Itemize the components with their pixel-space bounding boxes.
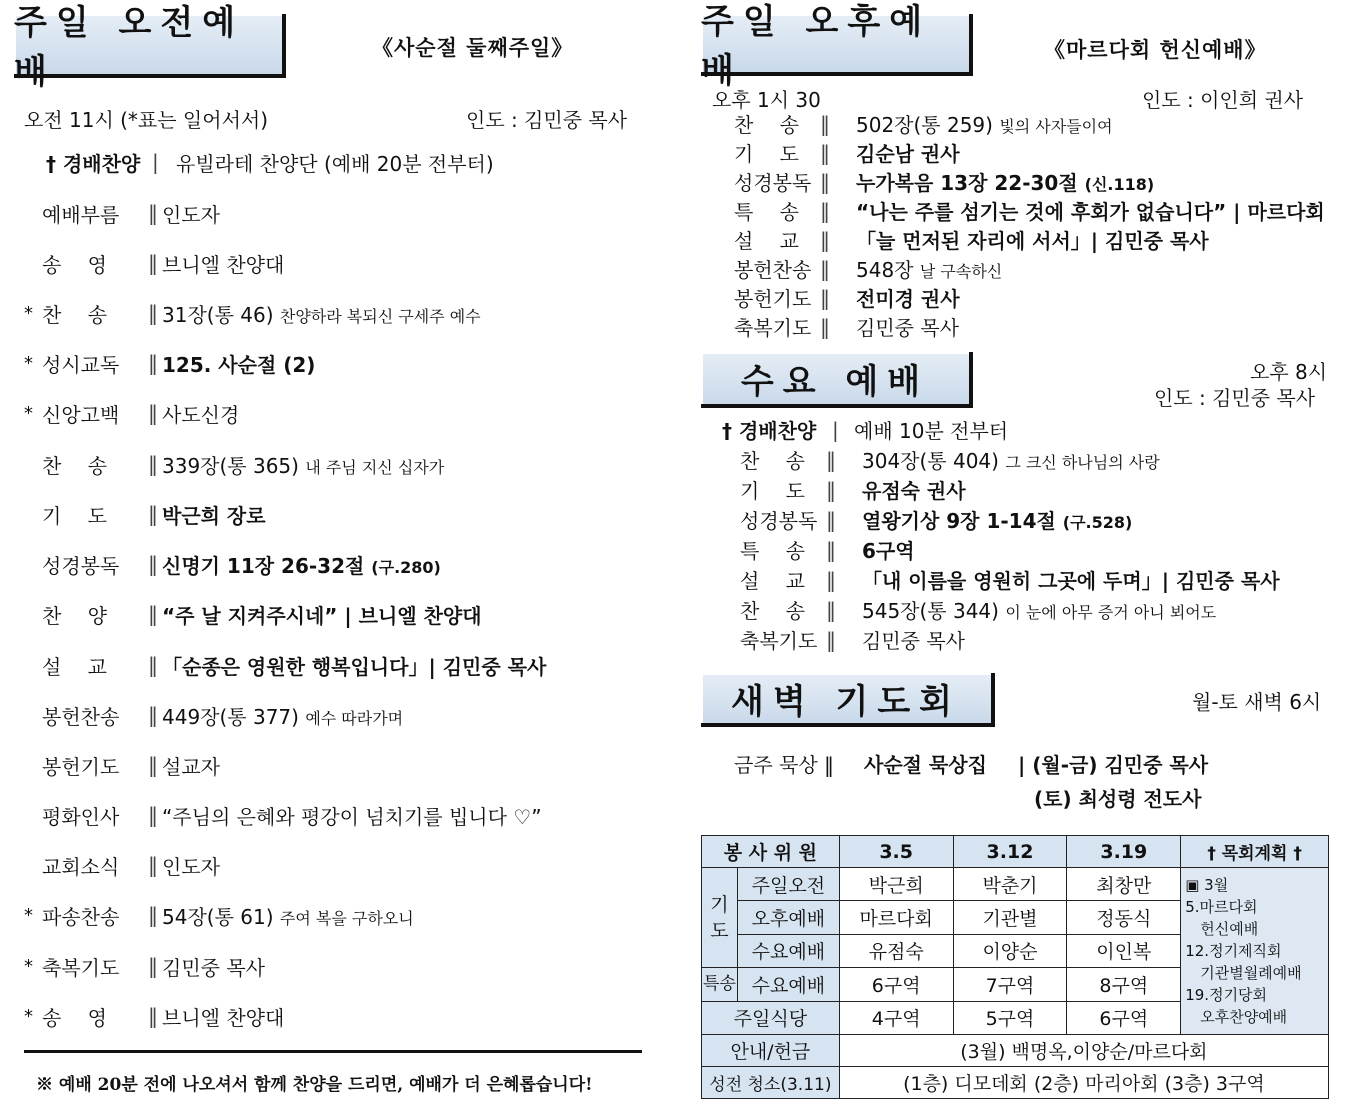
wednesday-service-header: 수요 예배 — [701, 352, 973, 408]
order-label: 송 영 — [42, 252, 107, 277]
table-header-volunteers: 봉 사 위 원 — [702, 836, 840, 868]
order-value — [856, 254, 1002, 283]
plan-line: 19.정기당회 — [1185, 986, 1268, 1004]
order-separator: ‖ — [826, 507, 836, 532]
order-separator: ‖ — [148, 301, 158, 325]
order-main: 31장(통 46) — [162, 302, 274, 327]
order-main: 김민중 목사 — [856, 316, 959, 340]
table-row-label: 주일식당 — [702, 1001, 840, 1034]
dawn-meditation-label: 금주 묵상 ‖ — [734, 753, 834, 777]
order-separator: ‖ — [820, 140, 830, 165]
afternoon-time: 오후 1시 30 — [712, 88, 821, 112]
order-row — [0, 225, 1352, 254]
order-main: 304장(통 404) — [862, 449, 999, 473]
order-value — [162, 701, 403, 730]
order-label: 찬 송 — [734, 113, 799, 137]
footer-note: ※ 예배 20분 전에 나오셔서 함께 찬양을 드리면, 예배가 더 은혜롭습니다! — [36, 1075, 593, 1095]
order-main: 인도자 — [162, 202, 220, 227]
order-label: 성경봉독 — [740, 509, 818, 533]
order-value — [856, 196, 1325, 225]
order-row — [24, 951, 654, 981]
dawn-meditation-book: 사순절 묵상집 — [864, 753, 987, 777]
order-value — [862, 625, 965, 654]
order-separator: | — [152, 150, 159, 174]
order-label: 특 송 — [734, 200, 799, 224]
table-cell: 8구역 — [1067, 968, 1181, 1001]
order-main: “나는 주를 섬기는 것에 후회가 없습니다” | 마르다회 — [856, 200, 1325, 224]
order-main: “주 날 지켜주시네” | 브니엘 찬양대 — [162, 603, 482, 628]
table-date: 3.12 — [953, 836, 1067, 868]
order-label: 평화인사 — [42, 804, 120, 829]
order-label: 기 도 — [740, 479, 805, 503]
order-main: 인도자 — [162, 854, 220, 879]
order-row — [24, 750, 654, 780]
table-row-label: 수요예배 — [737, 968, 839, 1001]
order-row — [0, 167, 1352, 196]
table-cell: 박춘기 — [953, 868, 1067, 901]
order-separator: ‖ — [148, 502, 158, 526]
order-main: 브니엘 찬양대 — [162, 252, 285, 277]
order-label: † 경배찬양 — [46, 151, 141, 176]
table-cell: 6구역 — [1067, 1001, 1181, 1034]
order-label: 특 송 — [740, 539, 805, 563]
order-separator: ‖ — [820, 198, 830, 223]
table-cell: 최창만 — [1067, 868, 1181, 901]
order-main: 사도신경 — [162, 402, 240, 427]
table-date: 3.19 — [1067, 836, 1181, 868]
order-value — [856, 109, 1113, 138]
afternoon-service-header: 주일 오후예배 — [701, 14, 973, 76]
order-separator: ‖ — [820, 285, 830, 310]
table-cell: 7구역 — [953, 968, 1067, 1001]
order-label: 설 교 — [42, 654, 107, 679]
order-label: 봉헌기도 — [42, 754, 120, 779]
table-cell: 기관별 — [953, 901, 1067, 934]
table-row-label: 수요예배 — [737, 934, 839, 967]
order-separator: ‖ — [826, 477, 836, 502]
table-clean-value: (1층) 디모데회 (2층) 마리아회 (3층) 3구역 — [839, 1067, 1328, 1099]
order-label: 신앙고백 — [42, 402, 120, 427]
order-separator: ‖ — [148, 803, 158, 827]
order-value — [856, 283, 960, 312]
plan-line: ▣ 3월 — [1185, 876, 1229, 894]
order-note: 날 구속하신 — [919, 262, 1003, 281]
order-note: 내 주님 지신 십자가 — [305, 457, 445, 477]
wednesday-praise-label: † 경배찬양 — [722, 419, 817, 443]
order-note: (구.528) — [1062, 513, 1133, 532]
order-note: 주여 복을 구하오니 — [279, 908, 414, 928]
table-cell: 이양순 — [953, 934, 1067, 967]
table-guide-label: 안내/헌금 — [702, 1035, 840, 1067]
service-volunteer-table — [701, 835, 1329, 1099]
order-row — [0, 312, 1352, 341]
plan-line: 기관별월례예배 — [1185, 964, 1302, 982]
order-label: 설 교 — [740, 569, 805, 593]
wednesday-time: 오후 8시 — [1250, 360, 1328, 384]
morning-time-note: 오전 11시 (*표는 일어서서) — [24, 108, 269, 132]
order-value — [856, 138, 960, 167]
order-main: 열왕기상 9장 1-14절 — [862, 509, 1056, 533]
order-separator: ‖ — [148, 552, 158, 576]
order-separator: ‖ — [148, 251, 158, 275]
order-main: 김민중 목사 — [162, 955, 265, 980]
order-label: 찬 송 — [740, 599, 805, 623]
order-main: 유빌라테 찬양단 (예배 20분 전부터) — [176, 151, 494, 176]
plan-line: 헌신예배 — [1185, 920, 1259, 938]
order-separator: ‖ — [826, 597, 836, 622]
order-row — [24, 800, 654, 830]
order-row — [24, 700, 654, 730]
stand-marker: * — [24, 955, 33, 977]
order-note: (구.280) — [371, 557, 441, 577]
table-cell: 이인복 — [1067, 934, 1181, 967]
stand-marker: * — [24, 302, 33, 324]
order-main: 전미경 권사 — [856, 287, 960, 311]
table-guide-value: (3월) 백명옥,이양순/마르다회 — [839, 1035, 1328, 1067]
morning-service-header: 주일 오전예배 — [14, 14, 286, 78]
order-main: 김순남 권사 — [856, 142, 960, 166]
table-row-label: 주일오전 — [737, 868, 839, 901]
order-main: 339장(통 365) — [162, 453, 299, 478]
order-row — [24, 650, 654, 680]
order-row — [0, 625, 1352, 654]
order-row — [0, 475, 1352, 504]
table-cell: 박근희 — [839, 868, 953, 901]
order-separator: ‖ — [826, 567, 836, 592]
order-value — [856, 225, 1209, 254]
table-special-side: 특송 — [702, 968, 738, 1001]
order-value — [162, 851, 220, 880]
order-main: 502장(통 259) — [856, 113, 993, 137]
table-cell: 정동식 — [1067, 901, 1181, 934]
order-row — [24, 850, 654, 880]
order-row — [0, 254, 1352, 283]
order-label: 찬 송 — [42, 453, 107, 478]
order-separator: ‖ — [148, 853, 158, 877]
order-main: 449장(통 377) — [162, 704, 299, 729]
morning-leader: 인도 : 김민중 목사 — [466, 108, 628, 132]
order-value — [162, 751, 220, 780]
wednesday-praise-row — [0, 415, 1352, 444]
order-row — [0, 196, 1352, 225]
order-main: 누가복음 13장 22-30절 — [856, 171, 1078, 195]
order-note: 예수 따라가며 — [305, 708, 404, 728]
table-cell: 4구역 — [839, 1001, 953, 1034]
order-row — [0, 283, 1352, 312]
order-row — [24, 1001, 654, 1031]
order-separator: ‖ — [148, 954, 158, 978]
order-value — [862, 565, 1280, 594]
order-separator: ‖ — [826, 537, 836, 562]
order-note: 이 눈에 아무 증거 아니 뵈어도 — [1005, 603, 1217, 622]
order-separator: ‖ — [148, 201, 158, 225]
order-main: “주님의 은혜와 평강이 넘치기를 빕니다 ♡” — [162, 804, 542, 829]
order-value — [162, 349, 315, 378]
order-note: 그 크신 하나님의 사랑 — [1005, 453, 1160, 472]
order-value — [856, 167, 1154, 196]
order-main: 6구역 — [862, 539, 915, 563]
order-label: 봉헌기도 — [734, 287, 812, 311]
table-plan-content — [1181, 868, 1329, 1035]
order-separator: ‖ — [820, 314, 830, 339]
order-separator: ‖ — [148, 452, 158, 476]
dawn-meditation-leader-weekday: | (월-금) 김민중 목사 — [1018, 753, 1209, 777]
morning-service-subtitle: 《사순절 둘째주일》 — [372, 36, 574, 60]
order-main: 548장 — [856, 258, 914, 282]
order-label: 성경봉독 — [734, 171, 812, 195]
stand-marker: * — [24, 402, 33, 424]
order-value — [862, 445, 1160, 474]
order-separator: ‖ — [148, 602, 158, 626]
order-main: 「순종은 영원한 행복입니다」| 김민중 목사 — [162, 654, 547, 679]
order-value — [862, 505, 1132, 534]
order-main: 설교자 — [162, 754, 220, 779]
table-prayer-side: 기도 — [702, 868, 738, 968]
order-main: 브니엘 찬양대 — [162, 1005, 285, 1030]
order-label: 축복기도 — [740, 629, 818, 653]
order-value — [862, 535, 915, 564]
order-main: 유점숙 권사 — [862, 479, 966, 503]
order-value — [162, 952, 265, 981]
order-label: 찬 양 — [42, 603, 107, 628]
order-row — [24, 900, 654, 930]
wednesday-leader: 인도 : 김민중 목사 — [1154, 386, 1316, 410]
order-main: 54장(통 61) — [162, 904, 274, 929]
order-separator: ‖ — [148, 903, 158, 927]
order-main: 박근희 장로 — [162, 503, 266, 528]
table-date: 3.5 — [839, 836, 953, 868]
order-label: 설 교 — [734, 229, 799, 253]
order-label: 성시교독 — [42, 352, 120, 377]
order-main: 125. 사순절 (2) — [162, 352, 316, 377]
order-value — [162, 651, 546, 680]
order-value — [162, 801, 542, 830]
plan-line: 5.마르다회 — [1185, 898, 1258, 916]
order-value — [862, 595, 1216, 624]
order-label: 봉헌찬송 — [734, 258, 812, 282]
order-separator: ‖ — [820, 227, 830, 252]
order-label: 파송찬송 — [42, 904, 120, 929]
order-main: 「내 이름을 영원히 그곳에 두며」| 김민중 목사 — [862, 569, 1280, 593]
order-label: 찬 송 — [740, 449, 805, 473]
order-label: 성경봉독 — [42, 553, 120, 578]
table-row-label: 오후예배 — [737, 901, 839, 934]
order-row — [0, 595, 1352, 624]
order-row — [0, 505, 1352, 534]
order-note: (신.118) — [1084, 175, 1155, 194]
order-label: 축복기도 — [42, 955, 120, 980]
wednesday-praise-value: 예배 10분 전부터 — [854, 419, 1009, 443]
order-row — [0, 535, 1352, 564]
table-plan-title: † 목회계획 † — [1181, 836, 1329, 868]
order-separator: ‖ — [148, 401, 158, 425]
order-separator: ‖ — [148, 1004, 158, 1028]
order-main: 김민중 목사 — [862, 629, 965, 653]
order-label: 기 도 — [42, 503, 107, 528]
order-label: 송 영 — [42, 1005, 107, 1030]
order-note: 찬양하라 복되신 구세주 예수 — [279, 306, 481, 326]
table-cell: 5구역 — [953, 1001, 1067, 1034]
order-main: 신명기 11장 26-32절 — [162, 553, 365, 578]
order-value — [862, 475, 966, 504]
dawn-meditation-leader-saturday: (토) 최성령 전도사 — [1034, 787, 1202, 811]
afternoon-service-subtitle: 《마르다회 헌신예배》 — [1044, 38, 1267, 62]
order-separator: ‖ — [826, 627, 836, 652]
order-value — [856, 312, 959, 341]
order-separator: ‖ — [820, 111, 830, 136]
table-cell: 6구역 — [839, 968, 953, 1001]
order-label: 교회소식 — [42, 854, 120, 879]
stand-marker: * — [24, 1005, 33, 1027]
table-cell: 마르다회 — [839, 901, 953, 934]
order-row — [24, 348, 654, 378]
order-separator: ‖ — [826, 447, 836, 472]
stand-marker: * — [24, 352, 33, 374]
order-row — [0, 445, 1352, 474]
order-row — [0, 138, 1352, 167]
table-clean-label: 성전 청소(3.11) — [702, 1067, 840, 1099]
order-label: 봉헌찬송 — [42, 704, 120, 729]
order-separator: ‖ — [820, 256, 830, 281]
afternoon-leader: 인도 : 이인희 권사 — [1142, 88, 1304, 112]
order-separator: ‖ — [148, 703, 158, 727]
order-separator: ‖ — [820, 169, 830, 194]
order-value — [162, 901, 414, 930]
order-label: 기 도 — [734, 142, 799, 166]
order-label: 예배부름 — [42, 202, 120, 227]
order-main: 「늘 먼저된 자리에 서서」| 김민중 목사 — [856, 229, 1209, 253]
order-value — [162, 1002, 284, 1031]
order-row — [0, 565, 1352, 594]
order-separator: ‖ — [148, 653, 158, 677]
order-note: 빛의 사자들이여 — [999, 117, 1113, 136]
dawn-prayer-header: 새벽 기도회 — [701, 673, 995, 727]
plan-line: 12.정기제직회 — [1185, 942, 1282, 960]
order-label: 찬 송 — [42, 302, 107, 327]
plan-line: 오후찬양예배 — [1185, 1008, 1288, 1026]
dawn-prayer-time: 월-토 새벽 6시 — [1192, 690, 1322, 714]
order-label: 축복기도 — [734, 316, 812, 340]
table-cell: 유점숙 — [839, 934, 953, 967]
order-separator: ‖ — [148, 351, 158, 375]
order-main: 545장(통 344) — [862, 599, 999, 623]
footer-divider — [24, 1050, 642, 1053]
order-row — [0, 109, 1352, 138]
stand-marker: * — [24, 904, 33, 926]
wednesday-praise-sep: | — [832, 417, 839, 442]
order-separator: ‖ — [148, 753, 158, 777]
